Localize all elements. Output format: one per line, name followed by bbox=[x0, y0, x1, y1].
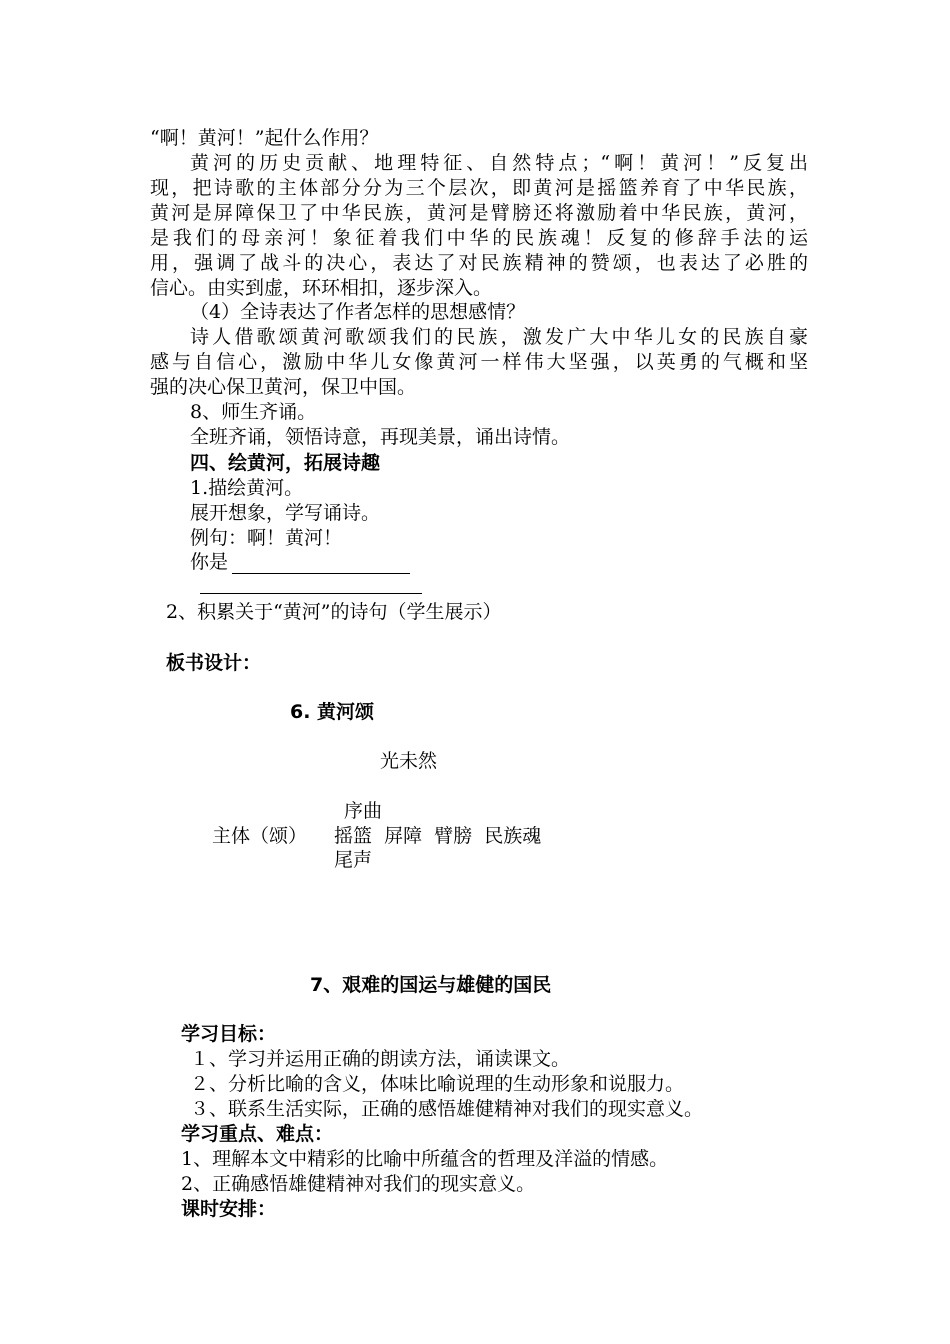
board-heading: 板书设计： bbox=[166, 652, 262, 674]
answer-paragraph-line: 是我们的母亲河！象征着我们中华的民族魂！反复的修辞手法的运 bbox=[150, 227, 808, 249]
board-author: 光未然 bbox=[380, 750, 438, 772]
answer-paragraph-line: 信心。由实到虚，环环相扣，逐步深入。 bbox=[150, 277, 493, 299]
answer-paragraph-line: 现，把诗歌的主体部分分为三个层次，即黄河是摇篮养育了中华民族， bbox=[150, 177, 808, 199]
board-coda: 尾声 bbox=[334, 849, 373, 871]
answer-paragraph-line: 黄河是屏障保卫了中华民族，黄河是臂膀还将激励着中华民族，黄河， bbox=[150, 202, 808, 224]
step-8: 8、师生齐诵。 bbox=[190, 401, 317, 423]
board-main-label: 主体（颂） bbox=[212, 825, 308, 847]
item-1-text: 展开想象，学写诵诗。 bbox=[190, 502, 381, 524]
question-line: “啊！黄河！”起什么作用？ bbox=[150, 127, 379, 149]
board-main-items: 摇篮 屏障 臂膀 民族魂 bbox=[334, 825, 542, 847]
lesson-title: 7、艰难的国运与雄健的国民 bbox=[310, 974, 552, 996]
answer-paragraph-line: 强的决心保卫黄河，保卫中国。 bbox=[150, 376, 417, 398]
answer-paragraph-line: 感与自信心，激励中华儿女像黄河一样伟大坚强，以英勇的气概和坚 bbox=[150, 351, 808, 373]
schedule-heading: 课时安排： bbox=[181, 1198, 277, 1220]
answer-paragraph-line: 诗人借歌颂黄河歌颂我们的民族，激发广大中华儿女的民族自豪 bbox=[190, 326, 808, 348]
blank-underline bbox=[232, 555, 410, 574]
blank-underline-2 bbox=[200, 593, 422, 594]
item-1: 1.描绘黄河。 bbox=[190, 477, 304, 499]
goal-item: ３、联系生活实际，正确的感悟雄健精神对我们的现实意义。 bbox=[190, 1098, 704, 1120]
step-8-text: 全班齐诵，领悟诗意，再现美景，诵出诗情。 bbox=[190, 426, 571, 448]
goals-heading: 学习目标： bbox=[181, 1023, 277, 1045]
key-points-heading: 学习重点、难点： bbox=[181, 1123, 334, 1145]
answer-paragraph-line: 用，强调了战斗的决心，表达了对民族精神的赞颂，也表达了必胜的 bbox=[150, 252, 808, 274]
fill-in-line bbox=[190, 550, 410, 574]
key-point-item: 1、理解本文中精彩的比喻中所蕴含的哲理及洋溢的情感。 bbox=[181, 1148, 669, 1170]
goal-item: ２、分析比喻的含义，体味比喻说理的生动形象和说服力。 bbox=[190, 1073, 685, 1095]
you-are-label: 你是 bbox=[190, 551, 229, 573]
key-point-item: 2、正确感悟雄健精神对我们的现实意义。 bbox=[181, 1173, 536, 1195]
section-heading-4: 四、绘黄河，拓展诗趣 bbox=[190, 452, 381, 474]
example-line: 例句：啊！黄河！ bbox=[190, 527, 343, 549]
question-4: （4）全诗表达了作者怎样的思想感情？ bbox=[190, 301, 526, 323]
answer-paragraph-line: 黄河的历史贡献、地理特征、自然特点；“啊！黄河！”反复出 bbox=[190, 152, 808, 174]
item-2: 2、积累关于“黄河”的诗句（学生展示） bbox=[166, 601, 502, 623]
goal-item: １、学习并运用正确的朗读方法，诵读课文。 bbox=[190, 1048, 571, 1070]
board-prelude: 序曲 bbox=[344, 800, 383, 822]
board-title: 6. 黄河颂 bbox=[290, 701, 375, 723]
